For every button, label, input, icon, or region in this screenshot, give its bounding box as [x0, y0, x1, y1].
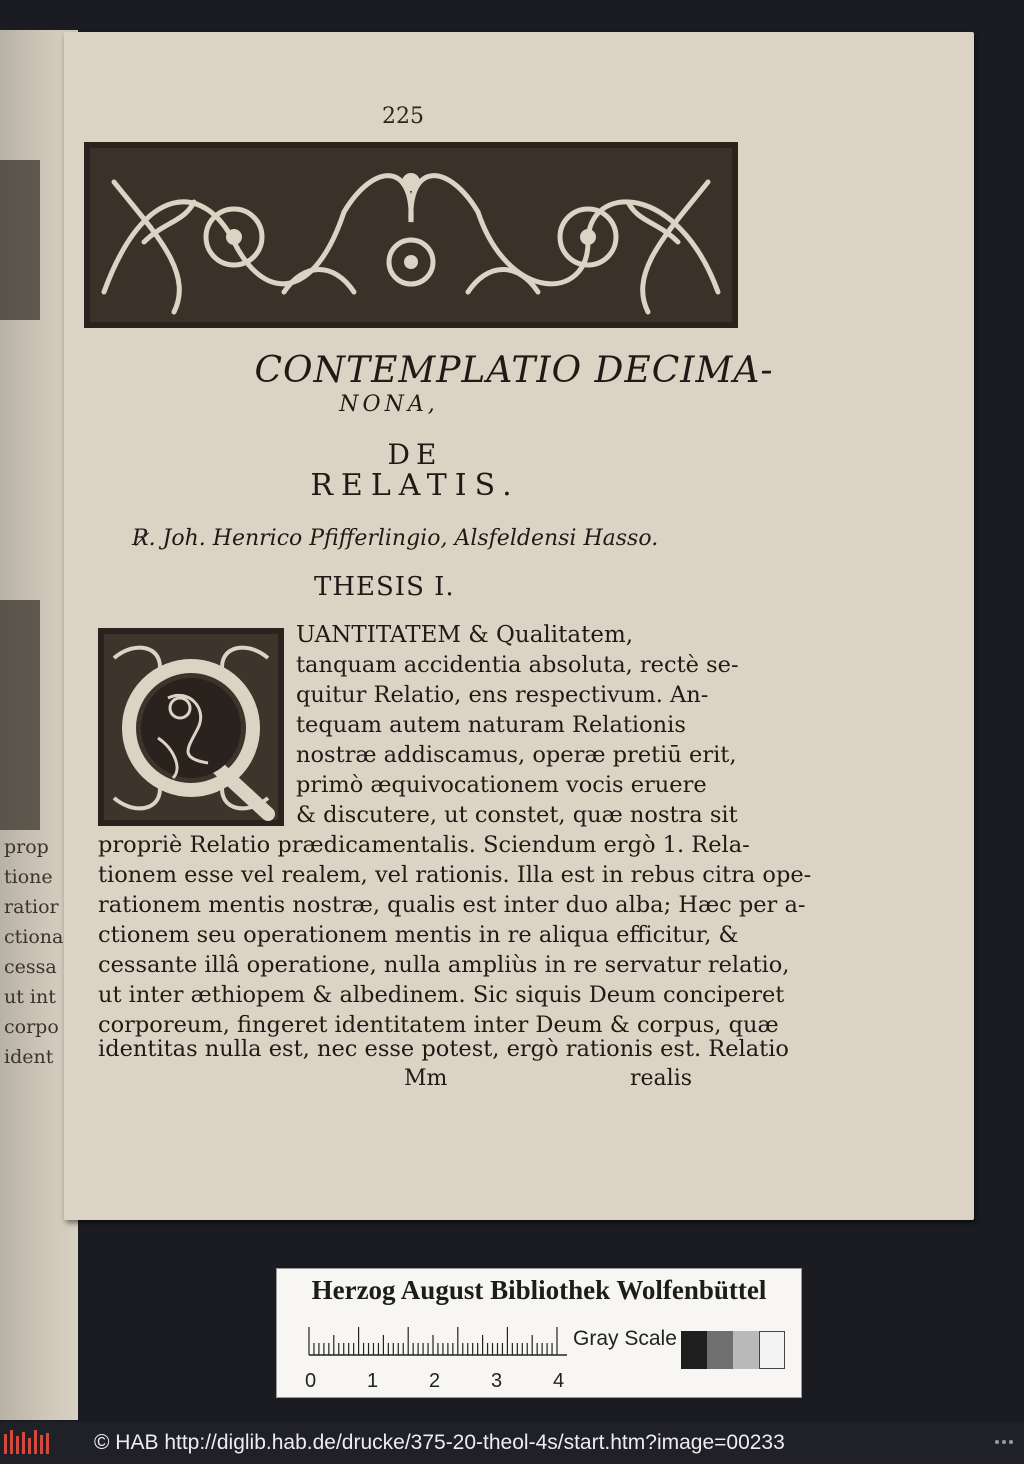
body-text-line: propriè Relatio prædicamentalis. Sciendum ergò 1. Rela- [98, 832, 750, 858]
gray-swatch-dark [707, 1331, 733, 1369]
facing-page-text: prop [4, 836, 49, 858]
decorated-initial-q [98, 628, 284, 826]
scale-number: 0 [305, 1370, 317, 1391]
facing-page-text: ut int [4, 986, 56, 1008]
copyright-url: © HAB http://diglib.hab.de/drucke/375-20-theol-4s/start.htm?image=00233 [94, 1431, 785, 1454]
scale-number: 1 [367, 1370, 379, 1391]
thesis-heading: THESIS I. [314, 572, 455, 602]
facing-page-text: tione [4, 866, 53, 888]
catchword: realis [630, 1066, 693, 1091]
body-text-line: primò æquivocationem vocis eruere [296, 772, 707, 798]
body-text-line: tionem esse vel realem, vel rationis. Illa est in rebus citra ope- [98, 862, 812, 888]
facing-page-text: corpo [4, 1016, 59, 1038]
library-scale-card [276, 1268, 802, 1398]
body-text-line: cessante illâ operatione, nulla ampliùs in re servatur relatio, [98, 952, 790, 978]
body-text-line: tanquam accidentia absoluta, rectè se- [296, 652, 739, 678]
facing-page-text: cessa [4, 956, 57, 978]
book-page [64, 32, 974, 1220]
facing-page-text: ctiona [4, 926, 64, 948]
body-text-line: quitur Relatio, ens respectivum. An- [296, 682, 709, 708]
scale-number: 2 [429, 1370, 441, 1391]
dedication: R̷. Joh. Henrico Pfifferlingio, Alsfeldensi Hasso. [132, 526, 659, 551]
body-text-line: corporeum, fingeret identitatem inter Deum & corpus, quæ [98, 1012, 779, 1038]
viewer-footer [0, 1422, 1024, 1464]
body-text-line: rationem mentis nostræ, qualis est inter duo alba; Hæc per a- [98, 892, 806, 918]
body-text-line: ut inter æthiopem & albedinem. Sic siquis Deum conciperet [98, 982, 785, 1008]
gray-swatch-white [759, 1331, 785, 1369]
body-text-line: nostræ addiscamus, operæ pretiū erit, [296, 742, 737, 768]
facing-page-text: ratior [4, 896, 59, 918]
menu-dots-icon[interactable] [994, 1439, 1014, 1445]
hab-barcode-logo-icon [4, 1430, 54, 1456]
scale-number: 3 [491, 1370, 503, 1391]
chapter-title-line3: DE [387, 438, 443, 471]
body-text-line: & discutere, ut constet, quæ nostra sit [296, 802, 738, 828]
gray-swatch-light [733, 1331, 759, 1369]
gray-swatch-black [681, 1331, 707, 1369]
body-text-line: ctionem seu operationem mentis in re aliqua efficitur, & [98, 922, 739, 948]
chapter-title-line4: RELATIS. [310, 468, 520, 503]
body-text-line: tequam autem naturam Relationis [296, 712, 686, 738]
facing-page-initial [0, 600, 40, 830]
chapter-title-line2: NONA, [339, 392, 439, 417]
scale-number: 4 [553, 1370, 565, 1391]
facing-page-ornament [0, 160, 40, 320]
body-text-line: UANTITATEM & Qualitatem, [296, 622, 634, 648]
chapter-title-line1: CONTEMPLATIO DECIMA- [254, 350, 774, 391]
gray-scale-label: Gray Scale [573, 1327, 677, 1350]
headpiece-ornament [84, 142, 738, 328]
library-name: Herzog August Bibliothek Wolfenbüttel [311, 1275, 767, 1305]
page-number: 225 [382, 104, 424, 129]
scale-ruler [305, 1325, 571, 1391]
facing-page-text: ident [4, 1046, 54, 1068]
body-text-line: identitas nulla est, nec esse potest, ergò rationis est. Relatio [98, 1036, 789, 1062]
signature-mark: Mm [404, 1066, 448, 1091]
